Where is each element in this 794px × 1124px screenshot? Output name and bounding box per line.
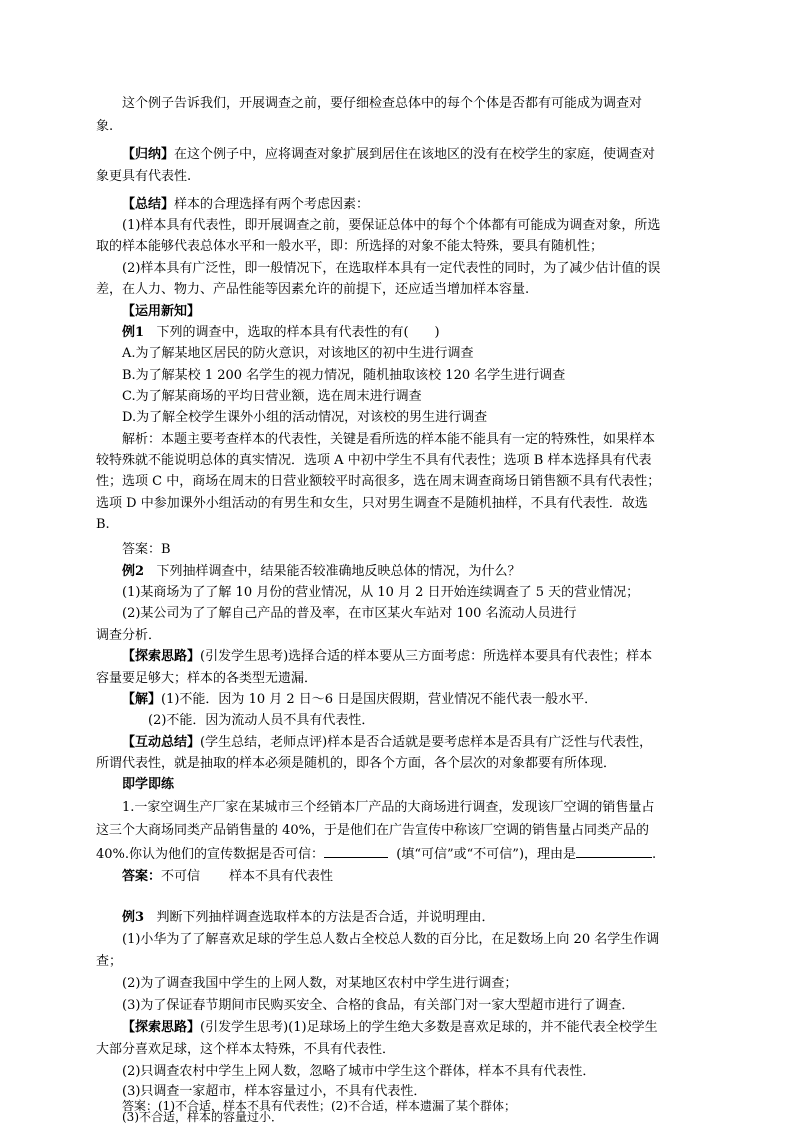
option-d: D.为了解全校学生课外小组的活动情况，对该校的男生进行调查 <box>122 410 488 425</box>
sub-question: 调查分析． <box>96 628 162 643</box>
exploration-line: 【探索思路】(引发学生思考)选择合适的样本要从三方面考虑：所选样本要具有代表性；样本 <box>122 649 653 664</box>
example-label: 例2 <box>122 564 145 579</box>
guina-tag: 【归纳】 <box>122 147 175 162</box>
paragraph-line: 象更具有代表性. <box>96 169 192 184</box>
exploration-line: (3)只调查一家超市，样本容量过小，不具有代表性． <box>122 1084 427 1099</box>
guina-line: 【归纳】在这个例子中，应将调查对象扩展到居住在该地区的没有在校学生的家庭，使调查对 <box>122 147 656 162</box>
answer-line: (3)不合适，样本的容量过小． <box>122 1110 283 1124</box>
zongjie-line: 【总结】样本的合理选择有两个考虑因素： <box>122 197 370 212</box>
example-1-question: 例1 下列的调查中，选取的样本具有代表性的有( ) <box>122 325 440 340</box>
sub-question: 查； <box>96 954 123 969</box>
exploration-tag: 【探索思路】 <box>122 1020 201 1035</box>
paragraph-line: 这个例子告诉我们，开展调查之前，要仔细检查总体中的每个个体是否都有可能成为调查对 <box>122 96 643 111</box>
exploration-line: 【探索思路】(引发学生思考)(1)足球场上的学生绝大多数是喜欢足球的，并不能代表全校学生 <box>122 1020 658 1035</box>
option-a: A.为了解某地区居民的防火意识，对该地区的初中生进行调查 <box>122 346 474 361</box>
sub-question: (2)为了调查我国中学生的上网人数，对某地区农村中学生进行调查； <box>122 976 518 991</box>
option-b: B.为了解某校 1 200 名学生的视力情况，随机抽取该校 120 名学生进行调查 <box>122 368 566 383</box>
exercise-line: 1.一家空调生产厂家在某城市三个经销本厂产品的大商场进行调查，发现该厂空调的销售量占 <box>122 800 655 815</box>
example-label: 例1 <box>122 325 145 340</box>
sub-question: (2)某公司为了了解自己产品的普及率，在市区某火车站对 100 名流动人员进行 <box>122 606 577 621</box>
exercise-line: 这三个大商场同类产品销售量的 40%，于是他们在广告宣传中称该厂空调的销售量占同类产品的 <box>96 823 650 838</box>
zongjie-tag: 【总结】 <box>122 197 175 212</box>
solution-line: 【解】(1)不能．因为 10 月 2 日～6 日是国庆假期，营业情况不能代表一般水平． <box>122 692 598 707</box>
blank-field <box>576 843 652 858</box>
section-heading: 即学即练 <box>122 777 175 792</box>
solution-tag: 【解】 <box>122 692 162 707</box>
sub-question: (1)小华为了了解喜欢足球的学生总人数占全校总人数的百分比，在足数场上向 20 名学生作调 <box>122 932 660 947</box>
analysis-line: 解析：本题主要考查样本的代表性，关键是看所选的样本能不能具有一定的特殊性，如果样本 <box>122 432 656 447</box>
exploration-line: 容量要足够大；样本的各类型无遗漏． <box>96 671 318 686</box>
summary-line: 所谓代表性，就是抽取的样本必须是随机的，即各个方面，各个层次的对象都要有所体现． <box>96 756 617 771</box>
exploration-line: 大部分喜欢足球，这个样本太特殊，不具有代表性． <box>96 1042 396 1057</box>
exploration-tag: 【探索思路】 <box>122 649 201 664</box>
exercise-line: 40%.你认为他们的宣传数据是否可信： (填“可信”或“不可信”)，理由是 . <box>96 843 656 865</box>
sub-question: (1)某商场为了了解 10 月份的营业情况，从 10 月 2 日开始连续调查了 5 天的营业情况； <box>122 585 640 600</box>
blank-field <box>324 843 388 858</box>
analysis-line: 性；选项 C 中，商场在周末的日营业额较平时高很多，选在周末调查商场日销售额不具有代表性； <box>96 474 661 489</box>
solution-line: (2)不能．因为流动人员不具有代表性． <box>148 713 375 728</box>
paragraph-line: 取的样本能够代表总体水平和一般水平，即：所选择的对象不能太特殊，要具有随机性； <box>96 239 604 254</box>
paragraph-line: (1)样本具有代表性，即开展调查之前，要保证总体中的每个个体都有可能成为调查对象，所选 <box>122 218 661 233</box>
exercise-answer: 答案：不可信 样本不具有代表性 <box>122 869 333 884</box>
example-3-question: 例3 判断下列抽样调查选取样本的方法是否合适，并说明理由． <box>122 910 495 925</box>
summary-tag: 【互动总结】 <box>122 735 201 750</box>
analysis-line: B. <box>96 517 110 532</box>
paragraph-line: 差，在人力、物力、产品性能等因素允许的前提下，还应适当增加样本容量. <box>96 282 530 297</box>
example-2-question: 例2 下列抽样调查中，结果能否较准确地反映总体的情况，为什么？ <box>122 564 521 579</box>
paragraph-line: 象. <box>96 119 114 134</box>
example-label: 例3 <box>122 910 145 925</box>
answer-line: 答案：B <box>122 542 171 557</box>
analysis-line: 选项 D 中参加课外小组活动的有男生和女生，只对男生调查不是随机抽样，不具有代表性．故选 <box>96 496 648 511</box>
paragraph-line: (2)样本具有广泛性，即一般情况下，在选取样本具有一定代表性的同时，为了减少估计值的误 <box>122 261 661 276</box>
summary-line: 【互动总结】(学生总结，老师点评)样本是否合适就是要考虑样本是否具有广泛性与代表性， <box>122 735 653 750</box>
answer-line: 答案：(1)不合适，样本不具有代表性；(2)不合适，样本遗漏了某个群体； <box>122 1099 516 1113</box>
sub-question: (3)为了保证春节期间市民购买安全、合格的食品，有关部门对一家大型超市进行了调查． <box>122 998 635 1013</box>
section-heading: 【运用新知】 <box>122 304 201 319</box>
option-c: C.为了解某商场的平均日营业额，选在周末进行调查 <box>122 389 422 404</box>
analysis-line: 较特殊就不能说明总体的真实情况．选项 A 中初中学生不具有代表性；选项 B 样本选择具有代表 <box>96 453 652 468</box>
exploration-line: (2)只调查农村中学生上网人数，忽略了城市中学生这个群体，样本不具有代表性． <box>122 1064 596 1079</box>
